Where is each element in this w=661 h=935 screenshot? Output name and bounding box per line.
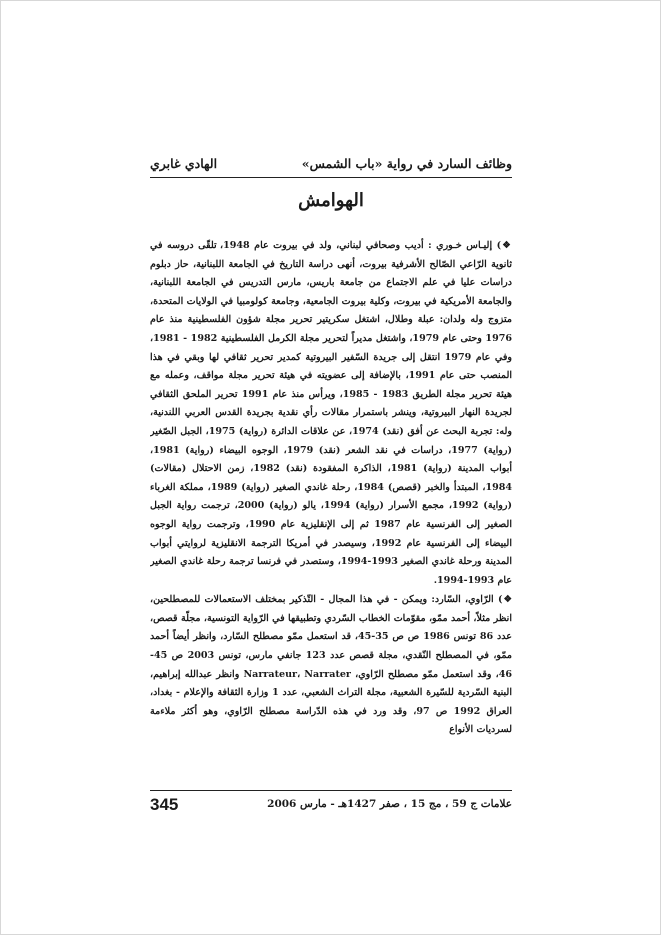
header-divider (150, 177, 512, 178)
article-title: وظائف السارد في رواية «باب الشمس» (301, 156, 512, 171)
journal-issue-line: علامات ج 59 ، مج 15 ، صفر 1427هـ - مارس 2006 (267, 798, 512, 810)
footnote-elias-khoury: ❖) إليـاس خـوري : أديب وصحافي لبناني، ولد في بيروت عام 1948، تلقّى دروسه في ثانوية الرّاعي الصّالح الأشرفية بيروت، أنهى دراسة التاريخ في الجامعة اللبنانية، حاز دبلوم دراسات عليا في علم الاجتماع من جامعة باريس، مارس التدريس في الجامعة اللبنانية، والجامعة الأمريكية في بيروت، وكلية بيروت الجامعية، وجامعة كولومبيا في الولايات المتحدة، متزوج وله ولدان: عبلة وطلال، اشتغل سكريتير تحرير مجلة شؤون الفلسطينية منذ عام 1976 وحتى عام 1979، واشتغل مديراً لتحرير مجلة الكرمل الفلسطينية 1982 - 1981، وفي عام 1979 انتقل إلى جريدة السّفير البيروتية كمدير تحرير ثقافي لها وبقي في هذا المنصب حتى عام 1991، بالإضافة إلى عضويته في هيئة تحرير مجلة مواقف، وعمله مع هيئة تحرير مجلة الطريق 1983 - 1985، ويرأس منذ عام 1991 تحرير الملحق الثقافي لجريدة النهار البيروتية، وينشر باستمرار مقالات رأي نقدية بجريدة القدس العربي اللندنية، وله: تجربة البحث عن أفق (نقد) 1974، عن علاقات الدائرة (رواية) 1975، الجبل الصّغير (رواية) 1977، دراسات في نقد الشعر (نقد) 1979، الوجوه البيضاء (رواية) 1981، أبواب المدينة (رواية) 1981، الذاكرة المفقودة (نقد) 1982، زمن الاحتلال (مقالات) 1984، المبتدأ والخبر (قصص) 1984، رحلة غاندي الصغير (رواية) 1989، مملكة الغرباء (رواية) 1992، مجمع الأسرار (رواية) 1994، يالو (رواية) 2000، ترجمت رواية الجبل الصغير إلى الفرنسية عام 1987 ثم إلى الإنقليزية عام 1990، وترجمت رواية الوجوه البيضاء إلى الفرنسية عام 1992، وسيصدر في أمريكا الترجمة الانقليزية لروايتي أبواب المدينة ورحلة غاندي الصغير 1993-1994، وستصدر في فرنسا ترجمة رحلة غاندي الصغير عام 1993-1994. (150, 240, 512, 586)
footer-divider (150, 790, 512, 791)
running-header (150, 156, 512, 176)
section-title: الهوامش (298, 190, 364, 211)
page-footer (150, 795, 512, 817)
footnotes-body (150, 237, 512, 782)
author-name: الهادي غابري (150, 156, 218, 171)
page-number: 345 (150, 795, 179, 814)
footnote-narrator-terms: ❖) الرّاوي، السّارد: ويمكن - في هذا المجال - التّذكير بمختلف الاستعمالات للمصطلحين، انظر مثلاً، أحمد ممّو، مقوّمات الخطاب السّردي وتطبيقها في الرّواية التونسية، مجلّة قصص، عدد 86 تونس 1986 ص ص 35-45، قد استعمل ممّو مصطلح السّارد، وانظر أيضاً أحمد ممّو، في المصطلح النّقدي، مجلة قصص عدد 123 جانفي مارس، تونس 2003 ص 45-46، وقد استعمل ممّو مصطلح الرّاوي، Narrateur، Narrater وانظر عبدالله إبراهيم، البنية السّردية للسّيرة الشعبية، مجلة التراث الشعبي، عدد 1 وزارة الثقافة والإعلام - بغداد، العراق 1992 ص 97، وقد ورد في هذه الدّراسة مصطلح الرّاوي، وهو أكثر ملاءمة لسرديات الأنواع (150, 594, 512, 736)
